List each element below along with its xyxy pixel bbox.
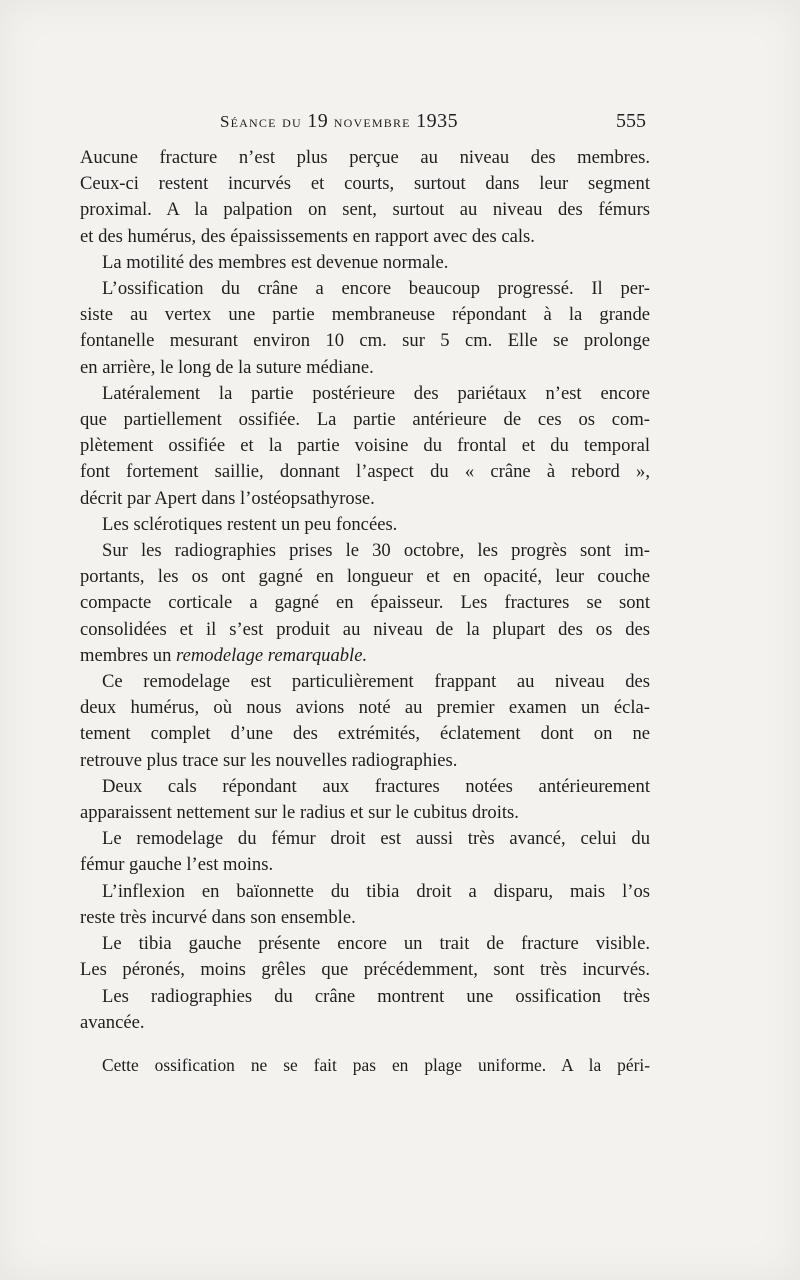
text-line: plètement ossifiée et la partie voisine du frontal et du temporal bbox=[80, 435, 650, 457]
paragraph bbox=[80, 276, 650, 381]
text-line: La motilité des membres est devenue normale. bbox=[102, 251, 449, 273]
paragraph bbox=[80, 984, 650, 1036]
running-title-day: 19 bbox=[307, 110, 329, 132]
text-line: fontanelle mesurant environ 10 cm. sur 5 cm. Elle se prolonge bbox=[80, 330, 650, 352]
running-title-year: 1935 bbox=[416, 110, 459, 132]
paragraph bbox=[80, 1052, 650, 1078]
text-line: Sur les radiographies prises le 30 octobre, les progrès sont im- bbox=[102, 540, 650, 562]
paragraph bbox=[80, 826, 650, 878]
paragraph bbox=[80, 512, 650, 538]
paragraph bbox=[80, 145, 650, 250]
text-line: deux humérus, où nous avions noté au premier examen un écla- bbox=[80, 697, 650, 719]
text-line: et des humérus, des épaississements en rapport avec des cals. bbox=[80, 225, 535, 247]
text-line: font fortement saillie, donnant l’aspect du « crâne à rebord », bbox=[80, 461, 650, 483]
text-line: Les radiographies du crâne montrent une ossification très bbox=[102, 985, 650, 1007]
text-line: que partiellement ossifiée. La partie antérieure de ces os com- bbox=[80, 409, 650, 431]
text-line: siste au vertex une partie membraneuse répondant à la grande bbox=[80, 304, 650, 326]
running-title-prefix: Séance du bbox=[220, 112, 302, 131]
body-text bbox=[80, 145, 650, 1078]
running-title-month: novembre bbox=[333, 112, 411, 131]
running-title bbox=[220, 110, 458, 133]
text-line: reste très incurvé dans son ensemble. bbox=[80, 906, 356, 928]
paragraph bbox=[80, 538, 650, 669]
text-line bbox=[80, 643, 650, 669]
text-line: tement complet d’une des extrémités, éclatement dont on ne bbox=[80, 723, 650, 745]
text-line: décrit par Apert dans l’ostéopsathyrose. bbox=[80, 487, 375, 509]
paragraph bbox=[80, 774, 650, 826]
text-line: fémur gauche l’est moins. bbox=[80, 854, 274, 876]
text-line: apparaissent nettement sur le radius et sur le cubitus droits. bbox=[80, 802, 519, 824]
paragraph bbox=[80, 879, 650, 931]
paragraph bbox=[80, 250, 650, 276]
paragraph bbox=[80, 957, 650, 983]
text-line: Ceux-ci restent incurvés et courts, surtout dans leur segment bbox=[80, 173, 650, 195]
text-line: Deux cals répondant aux fractures notées antérieurement bbox=[102, 775, 650, 797]
text-line: L’inflexion en baïonnette du tibia droit a disparu, mais l’os bbox=[102, 880, 650, 902]
paragraph bbox=[80, 381, 650, 512]
text-line: Latéralement la partie postérieure des pariétaux n’est encore bbox=[102, 382, 650, 404]
page-number: 555 bbox=[616, 110, 646, 132]
text-line: Le tibia gauche présente encore un trait de fracture visible. bbox=[102, 933, 650, 955]
text-segment: membres un bbox=[80, 644, 177, 666]
text-line: avancée. bbox=[80, 1011, 145, 1033]
italic-text-segment: remodelage remarquable. bbox=[176, 644, 368, 666]
text-line: compacte corticale a gagné en épaisseur. Les fractures se sont bbox=[80, 592, 650, 614]
text-line: Aucune fracture n’est plus perçue au niveau des membres. bbox=[80, 147, 650, 168]
text-line: Ce remodelage est particulièrement frappant au niveau des bbox=[102, 671, 650, 693]
text-line: proximal. A la palpation on sent, surtout au niveau des fémurs bbox=[80, 199, 650, 221]
text-line: en arrière, le long de la suture médiane. bbox=[80, 356, 374, 378]
text-line: L’ossification du crâne a encore beaucoup progressé. Il per- bbox=[102, 278, 650, 300]
paragraph bbox=[80, 931, 650, 957]
text-line: portants, les os ont gagné en longueur et en opacité, leur couche bbox=[80, 566, 650, 588]
running-header bbox=[80, 110, 650, 136]
paragraph bbox=[80, 669, 650, 774]
text-line: Cette ossification ne se fait pas en plage uniforme. A la péri- bbox=[102, 1054, 650, 1075]
text-line: Les péronés, moins grêles que précédemment, sont très incurvés. bbox=[80, 959, 650, 981]
text-line: Les sclérotiques restent un peu foncées. bbox=[102, 513, 398, 535]
text-line: consolidées et il s’est produit au niveau de la plupart des os des bbox=[80, 618, 650, 640]
text-line: retrouve plus trace sur les nouvelles radiographies. bbox=[80, 749, 458, 771]
text-line: Le remodelage du fémur droit est aussi très avancé, celui du bbox=[102, 828, 650, 850]
